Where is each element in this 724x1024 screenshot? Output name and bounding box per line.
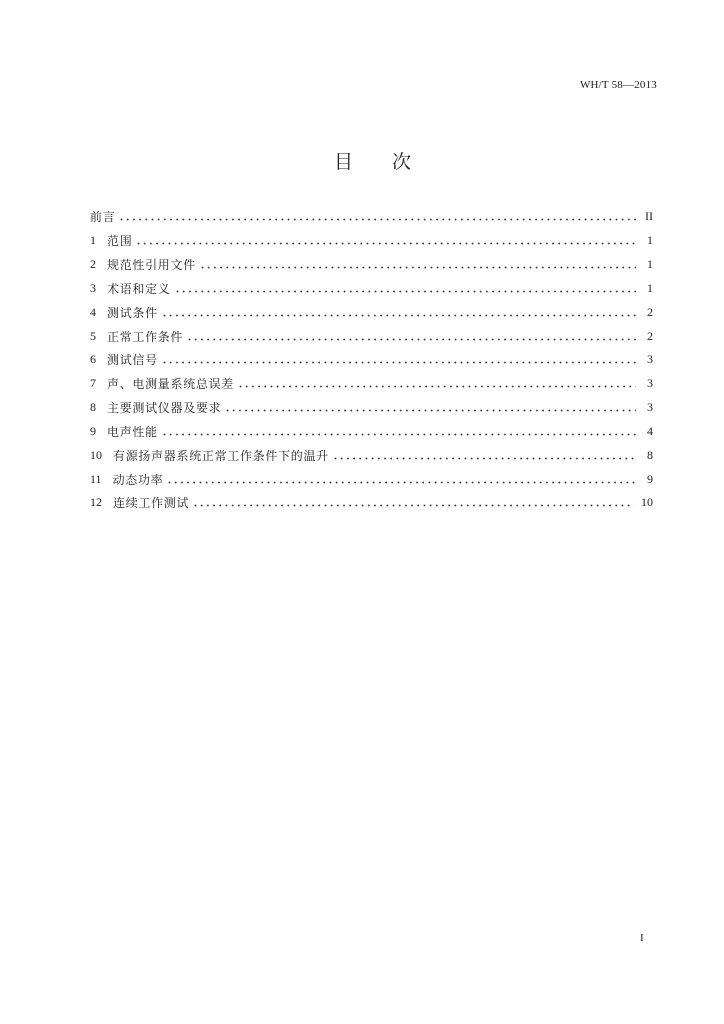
toc-entry-12 — [90, 491, 653, 515]
toc-entry-page: 1 — [647, 280, 653, 295]
toc-entry-title: 声、电测量系统总误差 — [107, 377, 235, 392]
toc-entry-page: 1 — [647, 233, 653, 248]
toc-entry-page: 9 — [647, 471, 653, 486]
document-code: WH/T 58—2013 — [579, 79, 657, 91]
dot-leader — [334, 457, 636, 460]
toc-entry-number: 2 — [90, 257, 96, 272]
toc-entry-page: 3 — [647, 352, 653, 367]
toc-entry-page: 10 — [641, 495, 653, 510]
toc-entry-title: 动态功率 — [112, 472, 164, 487]
toc-entry-number: 9 — [90, 423, 96, 438]
toc-entry-number: 12 — [90, 495, 102, 510]
dot-leader — [163, 314, 636, 317]
toc-entry-title: 术语和定义 — [107, 281, 171, 296]
toc-entry-page: 4 — [647, 423, 653, 438]
toc-entry-title: 范围 — [107, 234, 133, 249]
dot-leader — [168, 481, 636, 484]
dot-leader — [176, 290, 636, 293]
toc-entry-6 — [90, 348, 653, 372]
toc-entry-1 — [90, 229, 653, 253]
dot-leader — [201, 266, 636, 269]
page-number: I — [640, 932, 644, 944]
toc-entry-title: 有源扬声器系统正常工作条件下的温升 — [113, 448, 329, 463]
toc-entry-title: 前言 — [90, 210, 116, 225]
toc-entry-10 — [90, 443, 653, 467]
dot-leader — [163, 433, 636, 436]
toc-entry-number: 8 — [90, 400, 96, 415]
toc-entry-5 — [90, 324, 653, 348]
toc-entry-number: 1 — [90, 233, 96, 248]
toc-entry-title: 主要测试仪器及要求 — [107, 401, 222, 416]
toc-entry-number: 11 — [90, 471, 102, 486]
toc-entry-3 — [90, 276, 653, 300]
toc-entry-8 — [90, 396, 653, 420]
toc-entry-number: 6 — [90, 352, 96, 367]
toc-entry-2 — [90, 253, 653, 277]
dot-leader — [120, 218, 636, 221]
dot-leader — [194, 504, 634, 507]
toc-entry-title: 规范性引用文件 — [107, 258, 196, 273]
toc-entry-page: 3 — [647, 376, 653, 391]
dot-leader — [239, 385, 636, 388]
page-title-char-1: 目 — [334, 151, 354, 173]
dot-leader — [226, 409, 636, 412]
toc-entry-number: 4 — [90, 304, 96, 319]
toc-entry-title: 正常工作条件 — [107, 329, 184, 344]
toc-entry-4 — [90, 300, 653, 324]
dot-leader — [163, 361, 636, 364]
toc-entry-title: 电声性能 — [107, 424, 158, 439]
toc-entry-page: 8 — [647, 447, 653, 462]
toc-entry-number: 10 — [90, 447, 102, 462]
toc-entry-9 — [90, 419, 653, 443]
toc-entry-title: 测试条件 — [107, 305, 158, 320]
toc-entry-number: 3 — [90, 280, 96, 295]
toc-entry-page: 3 — [647, 400, 653, 415]
toc-entry-11 — [90, 467, 653, 491]
toc-entry-page: II — [645, 209, 653, 224]
table-of-contents — [90, 205, 653, 515]
toc-entry-title: 连续工作测试 — [113, 496, 190, 511]
toc-entry-page: 1 — [647, 257, 653, 272]
dot-leader — [188, 338, 636, 341]
dot-leader — [137, 242, 636, 245]
toc-entry-page: 2 — [647, 304, 653, 319]
toc-entry-number: 7 — [90, 376, 96, 391]
toc-entry-7 — [90, 372, 653, 396]
toc-entry-number: 5 — [90, 328, 96, 343]
toc-entry-title: 测试信号 — [107, 353, 158, 368]
toc-entry-page: 2 — [647, 328, 653, 343]
page-title-char-2: 次 — [392, 151, 412, 173]
toc-entry-preface — [90, 205, 653, 229]
